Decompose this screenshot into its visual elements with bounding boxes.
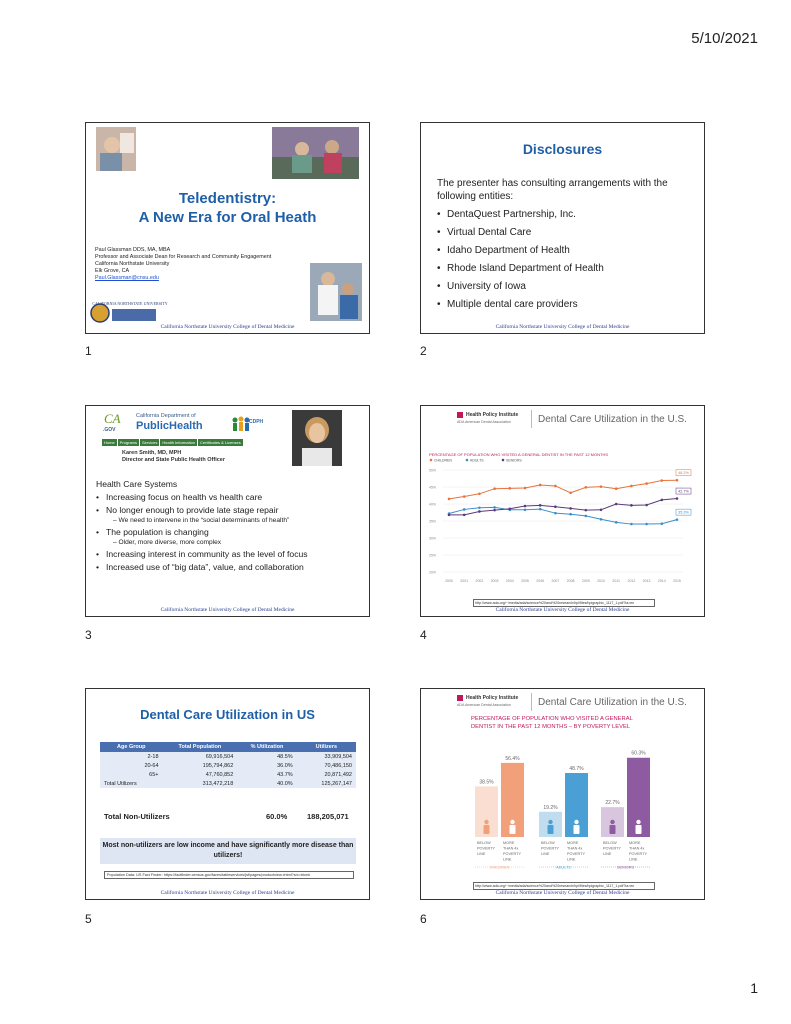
y-tick-label: 35% xyxy=(429,519,437,524)
disclosures-intro: The presenter has consulting arrangements with the following entities: xyxy=(437,178,668,202)
person-icon xyxy=(610,820,614,824)
chart-title: PERCENTAGE OF POPULATION WHO VISITED A GENERAL DENTIST IN THE PAST 12 MONTHS xyxy=(429,452,608,457)
ca-gov-logo: CA xyxy=(104,411,121,426)
value-label: 38.5% xyxy=(479,779,494,786)
table-cell: 47,760,852 xyxy=(163,770,238,779)
title-line-2: A New Era for Oral Heath xyxy=(138,209,317,226)
table-row xyxy=(100,761,356,770)
bar-axis-label: THAN 4x xyxy=(503,846,519,851)
table-cell: 195,794,862 xyxy=(163,761,238,770)
bar-axis-label: LINE xyxy=(503,857,512,862)
presenter-role: Professor and Associate Dean for Research and Community Engagement xyxy=(95,254,272,260)
data-point xyxy=(493,509,496,512)
nav-item[interactable]: Home xyxy=(104,440,115,445)
data-point xyxy=(615,503,618,506)
bar-axis-label: LINE xyxy=(603,852,612,856)
list-item: • Increasing focus on health vs health care xyxy=(96,492,363,503)
slide-3[interactable] xyxy=(85,405,370,617)
cdph-logo xyxy=(100,410,262,450)
series-line xyxy=(449,480,677,499)
data-point xyxy=(524,505,527,508)
list-item: • No longer enough to provide late stage repair xyxy=(96,505,363,516)
data-point xyxy=(493,487,496,490)
section-heading: Health Care Systems xyxy=(96,479,178,489)
legend-marker xyxy=(502,459,505,462)
table-cell: 70,486,150 xyxy=(297,761,356,770)
x-tick-label: 2009 xyxy=(581,579,590,583)
slide-5-title: Dental Care Utilization in US xyxy=(140,707,315,722)
data-point xyxy=(569,507,572,510)
data-point xyxy=(600,508,603,511)
slide-footer: California Northstate University College of Dental Medicine xyxy=(160,607,295,613)
data-point xyxy=(661,522,664,525)
health-care-systems xyxy=(96,479,363,573)
non-util-pct: 60.0% xyxy=(266,812,288,821)
data-point xyxy=(509,487,512,490)
slide-number-2: 2 xyxy=(420,344,427,358)
bar-axis-label: LINE xyxy=(477,852,486,856)
hpi-logo-mark xyxy=(457,412,463,418)
category-label: SENIORS xyxy=(616,865,635,870)
x-tick-label: 2000 xyxy=(445,579,453,583)
data-point xyxy=(585,486,588,489)
slide-6[interactable] xyxy=(420,688,705,900)
series-line xyxy=(449,499,677,515)
slide-1[interactable] xyxy=(85,122,370,334)
slide-footer: California Northstate University College of Dental Medicine xyxy=(495,890,630,896)
data-point xyxy=(524,508,527,511)
y-tick-label: 20% xyxy=(429,570,437,575)
print-date: 5/10/2021 xyxy=(691,30,758,47)
person-icon-body xyxy=(574,825,580,834)
list-item: • Virtual Dental Care xyxy=(437,226,694,239)
data-point xyxy=(676,518,679,521)
y-tick-label: 45% xyxy=(429,485,437,490)
title-line-1: Teledentistry: xyxy=(178,190,277,207)
list-item: • Increased use of “big data”, value, and collaboration xyxy=(96,562,363,573)
slide-5[interactable] xyxy=(85,688,370,900)
list-item: • Idaho Department of Health xyxy=(437,244,694,257)
x-tick-label: 2010 xyxy=(597,579,605,583)
hpi-logo-mark xyxy=(457,695,463,701)
dept-text: California Department of xyxy=(136,413,196,419)
data-point xyxy=(463,508,466,511)
hpi-name: Health Policy Institute xyxy=(466,695,519,701)
data-point xyxy=(539,504,542,507)
poverty-level-bar-chart xyxy=(465,733,665,881)
data-point xyxy=(600,518,603,521)
page-number: 1 xyxy=(750,980,758,996)
table-row xyxy=(100,779,356,788)
x-tick-label: 2011 xyxy=(612,579,620,583)
list-item: • The population is changing xyxy=(96,527,363,538)
person-title: Director and State Public Health Officer xyxy=(122,457,225,463)
bar-chart-heading: PERCENTAGE OF POPULATION WHO VISITED A GENERAL DENTIST IN THE PAST 12 MONTHS – BY POVERTY LEVEL xyxy=(471,716,633,730)
bar-axis-label: BELOW xyxy=(477,841,491,845)
x-tick-label: 2015 xyxy=(673,579,681,583)
table-cell: 313,472,218 xyxy=(163,779,238,788)
data-point xyxy=(448,514,451,517)
x-tick-label: 2013 xyxy=(642,579,651,583)
cnsu-logo xyxy=(90,297,168,325)
data-point xyxy=(493,506,496,509)
table-cell: 69,916,504 xyxy=(163,752,238,761)
legend-marker xyxy=(430,459,433,462)
x-tick-label: 2007 xyxy=(551,579,560,583)
cdph-text: CDPH xyxy=(249,419,264,425)
person-icon xyxy=(510,820,514,824)
y-tick-label: 30% xyxy=(429,536,437,541)
bar-axis-label: POVERTY xyxy=(567,852,586,856)
table-row xyxy=(100,752,356,761)
table-cell: 125,267,147 xyxy=(297,779,356,788)
source-url[interactable]: http://www.ada.org/~/media/ada/science%20and%20research/hpi/files/hpigraphic_1117_1.pdf?la=en xyxy=(473,599,655,607)
category-label: CHILDREN xyxy=(489,865,510,870)
hpi-subtitle: ADA American Dental Association xyxy=(457,420,511,424)
table-cell: Total Utilizers xyxy=(100,779,163,788)
presenter-location: Elk Grove, CA xyxy=(95,268,130,274)
data-point xyxy=(615,521,618,524)
slide-2[interactable] xyxy=(420,122,705,334)
presenter-university: California Northstate University xyxy=(95,261,170,267)
table-cell: 36.0% xyxy=(237,761,296,770)
data-point xyxy=(448,498,451,501)
list-item: • University of Iowa xyxy=(437,280,694,293)
slide-1-title xyxy=(86,189,369,227)
disclosure-list xyxy=(437,208,694,311)
x-tick-label: 2004 xyxy=(505,579,514,583)
list-item: • DentaQuest Partnership, Inc. xyxy=(437,208,694,221)
data-point xyxy=(478,493,481,496)
source-url[interactable]: http://www.ada.org/~/media/ada/science%20and%20research/hpi/files/hpigraphic_1117_1.pdf?la=en xyxy=(473,882,655,890)
bar-axis-label: POVERTY xyxy=(629,852,648,856)
disclosures-title: Disclosures xyxy=(522,141,603,157)
cdph-nav xyxy=(102,439,243,446)
data-point xyxy=(585,509,588,512)
slide-footer: California Northstate University College of Dental Medicine xyxy=(160,324,295,330)
person-caption xyxy=(122,450,225,464)
person-icon xyxy=(574,820,578,824)
sub-item: – Older, more diverse, more complex xyxy=(113,539,222,546)
table-header: % Utilization xyxy=(237,742,296,752)
population-source[interactable]: Population Data: US Fact Finder: https://factfinder.census.gov/faces/tableservices/jsf/pages/productview.xhtml?src=bkmk xyxy=(104,871,354,879)
table-cell: 20,871,492 xyxy=(297,770,356,779)
bar-axis-label: THAN 4x xyxy=(567,846,583,851)
table-header: Total Population xyxy=(163,742,238,752)
data-point xyxy=(569,491,572,494)
data-point xyxy=(585,515,588,518)
x-tick-label: 2001 xyxy=(460,579,469,583)
end-label: 35.3% xyxy=(678,510,689,515)
x-tick-label: 2002 xyxy=(475,579,484,583)
karen-smith-photo xyxy=(292,410,342,466)
person-icon-body xyxy=(610,825,616,834)
person-icon-body xyxy=(548,825,554,834)
data-point xyxy=(676,479,679,482)
nav-item[interactable]: Services xyxy=(142,440,158,445)
table-cell: 2-18 xyxy=(100,752,163,761)
person-icon xyxy=(548,820,552,824)
table-header: Age Group xyxy=(100,742,163,752)
bar-axis-label: BELOW xyxy=(541,841,555,845)
presenter-email-link[interactable]: Paul.Glassman@cnsu.edu xyxy=(95,275,159,281)
data-point xyxy=(661,479,664,482)
slide-number-4: 4 xyxy=(420,628,427,642)
table-row xyxy=(100,770,356,779)
x-tick-label: 2012 xyxy=(627,579,636,583)
divider xyxy=(531,693,532,711)
sub-item: – We need to intervene in the “social determinants of health” xyxy=(113,517,290,524)
data-point xyxy=(600,485,603,488)
data-point xyxy=(539,484,542,487)
bar-axis-label: LINE xyxy=(567,857,576,862)
legend-label: ADULTS xyxy=(470,458,484,463)
y-tick-label: 25% xyxy=(429,553,437,558)
data-point xyxy=(630,523,633,526)
table-cell: 65+ xyxy=(100,770,163,779)
nav-item[interactable]: Certificates & Licenses xyxy=(200,440,241,445)
legend-label: CHILDREN xyxy=(434,458,452,463)
value-label: 22.7% xyxy=(605,800,620,807)
data-point xyxy=(676,497,679,500)
data-point xyxy=(463,495,466,498)
slide-number-3: 3 xyxy=(85,628,92,642)
x-tick-label: 2008 xyxy=(566,579,575,583)
dental-photo-2 xyxy=(272,127,359,179)
presenter-name: Paul Glassman DDS, MA, MBA xyxy=(95,247,171,253)
dental-photo-1 xyxy=(96,127,136,171)
presenter-info xyxy=(95,247,271,282)
data-point xyxy=(478,506,481,509)
person-icon-body xyxy=(636,825,642,834)
data-point xyxy=(661,499,664,502)
bar-axis-label: MORE xyxy=(567,841,579,845)
data-point xyxy=(554,505,557,508)
end-label: 48.2% xyxy=(678,471,689,476)
dental-photo-3 xyxy=(310,263,362,321)
legend-marker xyxy=(466,459,469,462)
data-point xyxy=(539,508,542,511)
data-point xyxy=(524,487,527,490)
table-cell: 33,909,504 xyxy=(297,752,356,761)
value-label: 60.3% xyxy=(631,750,646,757)
bar-axis-label: POVERTY xyxy=(541,846,560,851)
nav-item[interactable]: Health Information xyxy=(162,440,196,445)
slide-footer: California Northstate University College of Dental Medicine xyxy=(160,890,295,896)
sub-item-text: Older, more diverse, more complex xyxy=(118,539,222,546)
value-label: 48.7% xyxy=(569,765,584,772)
data-point xyxy=(630,504,633,507)
non-utilizers-note: Most non-utilizers are low income and have significantly more disease than utilizers! xyxy=(100,838,356,864)
list-item: • Rhode Island Department of Health xyxy=(437,262,694,275)
data-point xyxy=(645,504,648,507)
logo-text: CALIFORNIA NORTHSTATE UNIVERSITY xyxy=(92,301,168,306)
slide-number-6: 6 xyxy=(420,912,427,926)
hpi-subtitle: ADA American Dental Association xyxy=(457,703,511,707)
x-tick-label: 2003 xyxy=(490,579,499,583)
utilization-table xyxy=(100,742,356,788)
bar-axis-label: MORE xyxy=(503,841,515,845)
slide-footer: California Northstate University College of Dental Medicine xyxy=(495,324,630,330)
bar-axis-label: LINE xyxy=(629,857,638,862)
data-point xyxy=(463,514,466,517)
end-label: 42.7% xyxy=(678,489,689,494)
divider xyxy=(531,410,532,428)
data-point xyxy=(554,512,557,515)
hpi-title: Dental Care Utilization in the U.S. xyxy=(538,697,687,708)
y-tick-label: 40% xyxy=(429,502,437,507)
bar-axis-label: BELOW xyxy=(603,841,617,845)
slide-4[interactable] xyxy=(420,405,705,617)
value-label: 19.2% xyxy=(543,804,558,811)
bar-axis-label: LINE xyxy=(541,852,550,856)
value-label: 56.4% xyxy=(505,755,520,762)
category-label: ADULTS xyxy=(556,865,571,870)
bar-axis-label: POVERTY xyxy=(603,846,622,851)
x-tick-label: 2014 xyxy=(657,579,666,583)
table-cell: 48.5% xyxy=(237,752,296,761)
hpi-name: Health Policy Institute xyxy=(466,412,519,418)
bar-axis-label: MORE xyxy=(629,841,641,845)
table-header: Utilizers xyxy=(297,742,356,752)
non-util-label: Total Non-Utilizers xyxy=(104,812,170,821)
disclosures-body xyxy=(437,177,694,311)
bullet-list xyxy=(96,549,363,573)
public-health-text: PublicHealth xyxy=(136,420,203,432)
bullet-list xyxy=(96,492,363,516)
bullet-list xyxy=(96,527,363,538)
slide-number-5: 5 xyxy=(85,912,92,926)
dental-utilization-line-chart xyxy=(427,450,702,598)
table-cell: 43.7% xyxy=(237,770,296,779)
data-point xyxy=(478,510,481,513)
bar-axis-label: POVERTY xyxy=(503,852,522,856)
series-line xyxy=(449,507,677,524)
data-point xyxy=(569,513,572,516)
data-point xyxy=(554,485,557,488)
bar-axis-label: THAN 4x xyxy=(629,846,645,851)
data-point xyxy=(509,507,512,510)
slide-footer: California Northstate University College of Dental Medicine xyxy=(495,607,630,613)
sub-item-text: We need to intervene in the “social determinants of health” xyxy=(118,517,290,524)
hpi-title: Dental Care Utilization in the U.S. xyxy=(538,414,687,425)
data-point xyxy=(645,482,648,485)
legend-label: SENIORS xyxy=(506,458,522,463)
nav-item[interactable]: Programs xyxy=(119,440,138,445)
person-icon-body xyxy=(484,825,490,834)
y-tick-label: 50% xyxy=(429,468,437,473)
data-point xyxy=(615,487,618,490)
person-icon-body xyxy=(510,825,516,834)
gov-text: .GOV xyxy=(103,427,116,433)
data-point xyxy=(630,485,633,488)
non-util-value: 188,205,071 xyxy=(307,812,349,821)
person-icon xyxy=(484,820,488,824)
person-icon xyxy=(636,820,640,824)
table-cell: 20-64 xyxy=(100,761,163,770)
data-point xyxy=(645,523,648,526)
person-name: Karen Smith, MD, MPH xyxy=(122,450,182,456)
x-tick-label: 2006 xyxy=(536,579,545,583)
bar-axis-label: POVERTY xyxy=(477,846,496,851)
slide-number-1: 1 xyxy=(85,344,92,358)
x-tick-label: 2005 xyxy=(521,579,529,583)
table-cell: 40.0% xyxy=(237,779,296,788)
list-item: • Increasing interest in community as the level of focus xyxy=(96,549,363,560)
list-item: • Multiple dental care providers xyxy=(437,298,694,311)
